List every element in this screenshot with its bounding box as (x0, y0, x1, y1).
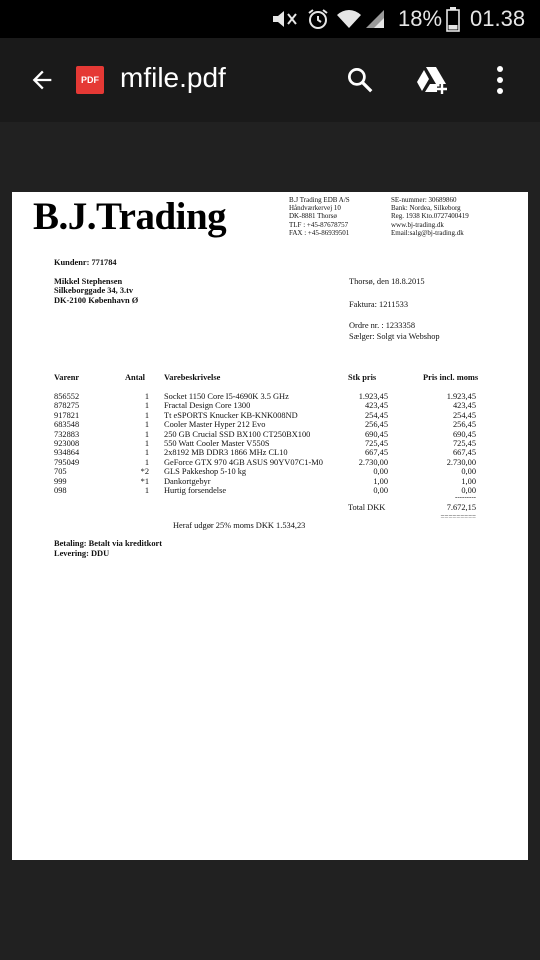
column-qty (124, 392, 149, 495)
table-cell: Hurtig forsendelse (164, 486, 227, 496)
header-price-incl: Pris incl. moms (423, 373, 479, 382)
battery-icon (446, 0, 460, 38)
table-cell: 254,45 (452, 410, 476, 420)
invoice-number: Faktura: 1211533 (349, 300, 409, 309)
table-cell: 917821 (54, 410, 80, 420)
table-cell: 667,45 (364, 448, 388, 458)
column-item-no (54, 392, 79, 495)
mute-icon (270, 0, 300, 38)
drive-add-icon[interactable] (410, 60, 454, 100)
table-cell: 856552 (54, 392, 80, 401)
table-cell: 2x8192 MB DDR3 1866 MHz CL10 (164, 448, 288, 458)
table-cell: 683548 (54, 420, 80, 430)
signal-icon (364, 0, 386, 38)
table-cell: Dankortgebyr (164, 476, 211, 486)
pdf-page[interactable] (12, 192, 528, 860)
table-cell: 1 (144, 420, 149, 430)
table-cell: 725,45 (452, 439, 476, 449)
table-cell: 250 GB Crucial SSD BX100 CT250BX100 (164, 429, 311, 439)
table-cell: 999 (54, 476, 67, 486)
header-item-no: Varenr (54, 373, 80, 382)
table-cell: 256,45 (364, 420, 388, 430)
table-cell: 934864 (54, 448, 80, 458)
table-cell: 0,00 (461, 467, 476, 477)
column-price-incl (416, 392, 476, 495)
double-rule: ========= (440, 513, 476, 521)
table-cell: 1 (144, 410, 149, 420)
wifi-icon (336, 0, 362, 38)
table-cell: 732883 (54, 429, 80, 439)
table-cell: 1 (144, 457, 149, 467)
company-logo: B.J.Trading (33, 195, 227, 238)
sum-rule: --------- (455, 493, 476, 501)
seller-info: Sælger: Solgt via Webshop (349, 332, 440, 341)
search-icon[interactable] (340, 60, 380, 100)
back-arrow-icon[interactable] (24, 60, 60, 100)
payment-info: Betaling: Betalt via kreditkort (54, 539, 163, 548)
table-cell: 2.730,00 (358, 457, 388, 467)
table-cell: 690,45 (452, 429, 476, 439)
table-cell: 1,00 (461, 476, 476, 486)
table-cell: 423,45 (452, 401, 476, 411)
header-description: Varebeskrivelse (164, 373, 221, 382)
more-vert-icon[interactable] (484, 60, 516, 100)
table-cell: 1 (144, 401, 149, 411)
table-cell: 795049 (54, 457, 80, 467)
table-cell: 254,45 (364, 410, 388, 420)
table-cell: 705 (54, 467, 67, 477)
header-qty: Antal (125, 373, 146, 382)
table-cell: GLS Pakkeshop 5-10 kg (164, 467, 247, 477)
table-cell: 1 (144, 429, 149, 439)
table-cell: GeForce GTX 970 4GB ASUS 90YV07C1-M0 (164, 457, 323, 467)
table-cell: 0,00 (461, 486, 476, 496)
invoice-date: Thorsø, den 18.8.2015 (349, 277, 425, 286)
table-cell: 423,45 (364, 401, 388, 411)
table-cell: 878275 (54, 401, 80, 411)
pdf-file-icon (76, 66, 104, 94)
header-unit-price: Stk pris (348, 373, 377, 382)
table-cell: Socket 1150 Core I5-4690K 3.5 GHz (164, 392, 289, 401)
table-cell: 1.923,45 (446, 392, 476, 401)
table-cell: 690,45 (364, 429, 388, 439)
table-cell: 0,00 (373, 467, 388, 477)
table-cell: 923008 (54, 439, 80, 449)
table-cell: 1 (144, 486, 149, 496)
table-cell: 1.923,45 (358, 392, 388, 401)
table-cell: *1 (140, 476, 149, 486)
table-cell: 1 (144, 439, 149, 449)
table-cell: 098 (54, 486, 67, 496)
table-cell: 667,45 (452, 448, 476, 458)
table-cell: 1,00 (373, 476, 388, 486)
file-name-title: mfile.pdf (120, 62, 226, 93)
table-cell: 550 Watt Cooler Master V550S (164, 439, 270, 449)
table-cell: Tt eSPORTS Knucker KB-KNK008ND (164, 410, 298, 420)
customer-address: Mikkel Stephensen Silkeborggade 34, 3.tv DK-2100 København Ø (54, 277, 139, 305)
column-unit-price (332, 392, 388, 495)
table-cell: 1 (144, 448, 149, 458)
table-cell: *2 (140, 467, 149, 477)
customer-number: Kundenr: 771784 (54, 258, 117, 267)
delivery-info: Levering: DDU (54, 549, 110, 558)
status-bar (0, 0, 540, 38)
total-label: Total DKK (348, 503, 386, 512)
bank-info: SE-nummer: 30689860 Bank: Nordea, Silkeborg Reg. 1938 Kto.0727400419 www.bj-trading.dk Email:salg@bj-trading.dk (391, 196, 469, 237)
vat-summary: Heraf udgør 25% moms DKK 1.534,23 (173, 521, 306, 530)
table-cell: 0,00 (373, 486, 388, 496)
column-description (164, 392, 323, 495)
table-cell: Cooler Master Hyper 212 Evo (164, 420, 266, 430)
table-cell: 2.730,00 (446, 457, 476, 467)
table-cell: Fractal Design Core 1300 (164, 401, 251, 411)
company-address: B.J Trading EDB A/S Håndværkervej 10 DK-8881 Thorsø TLF : +45-87678757 FAX : +45-86939501 (289, 196, 350, 237)
alarm-icon (306, 0, 330, 38)
table-cell: 725,45 (364, 439, 388, 449)
battery-percent: 18% (398, 6, 443, 31)
pdf-badge-label: PDF (81, 75, 99, 85)
clock: 01.38 (470, 6, 526, 31)
table-cell: 1 (144, 392, 149, 401)
total-value: 7.672,15 (446, 503, 476, 512)
order-number: Ordre nr. : 1233358 (349, 321, 416, 330)
table-cell: 256,45 (452, 420, 476, 430)
